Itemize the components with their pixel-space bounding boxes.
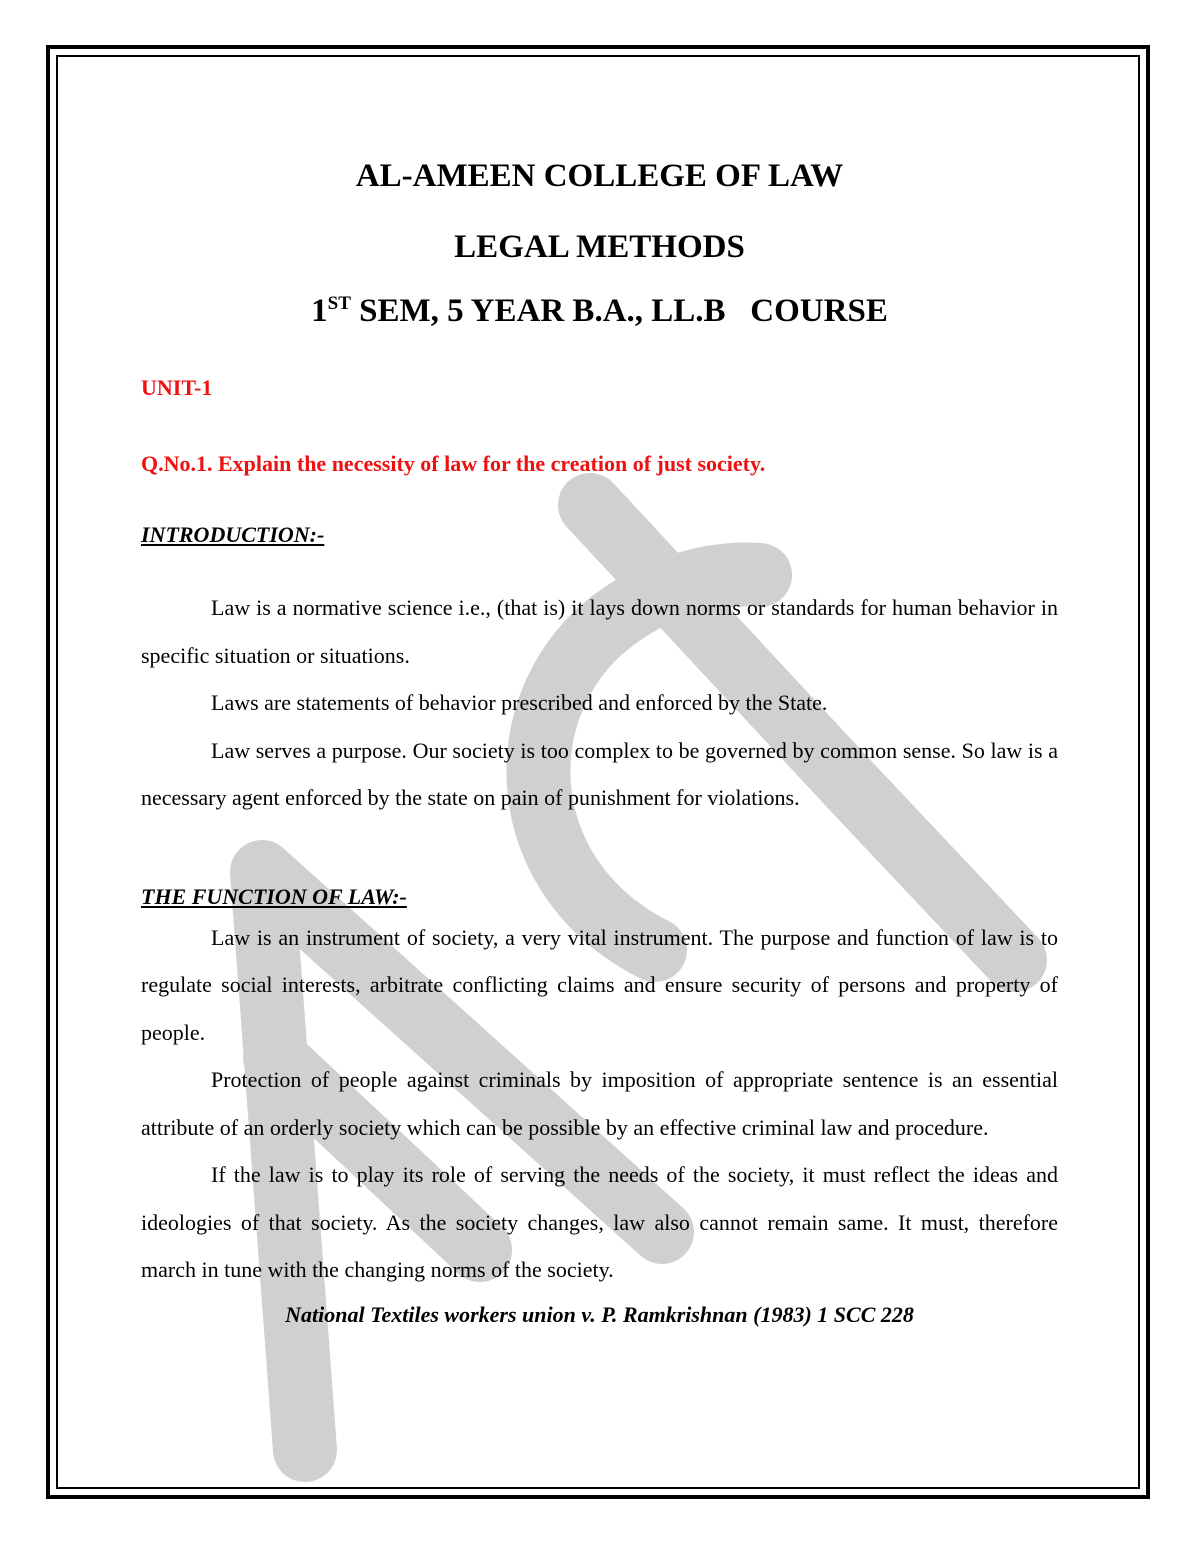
subject-title: LEGAL METHODS bbox=[454, 229, 745, 265]
case-citation: National Textiles workers union v. P. Ramkrishnan (1983) 1 SCC 228 bbox=[285, 1301, 914, 1327]
paragraph: Laws are statements of behavior prescribed and enforced by the State. bbox=[211, 690, 828, 715]
paragraph: Law serves a purpose. Our society is too complex to be governed by common sense. So law is a necessary agent enforced by the state on pain of punishment for violations. bbox=[141, 737, 1058, 810]
paragraph: Protection of people against criminals by imposition of appropriate sentence is an essential attribute of an orderly society which can be possible by an effective criminal law and procedure. bbox=[141, 1067, 1058, 1140]
paragraph: Law is a normative science i.e., (that is) it lays down norms or standards for human behavior in specific situation or situations. bbox=[141, 595, 1058, 668]
function-heading: THE FUNCTION OF LAW:- bbox=[141, 883, 407, 909]
college-title: AL-AMEEN COLLEGE OF LAW bbox=[355, 158, 844, 194]
paragraph: Law is an instrument of society, a very vital instrument. The purpose and function of law is to regulate social interests, arbitrate conflicting claims and ensure security of persons and property of people. bbox=[141, 924, 1058, 1045]
paragraph: If the law is to play its role of serving the needs of the society, it must reflect the ideas and ideologies of that society. As the society changes, law also cannot remain same. It must, therefore march in tune with the changing norms of the society. bbox=[141, 1162, 1058, 1282]
introduction-section bbox=[141, 584, 1058, 822]
unit-label: UNIT-1 bbox=[141, 375, 213, 400]
question-heading: Q.No.1. Explain the necessity of law for the creation of just society. bbox=[141, 451, 766, 476]
document-body bbox=[141, 150, 1058, 1328]
function-section bbox=[141, 914, 1058, 1294]
introduction-heading: INTRODUCTION:- bbox=[141, 522, 325, 547]
course-title: 1ST SEM, 5 YEAR B.A., LL.B COURSE bbox=[311, 293, 888, 329]
